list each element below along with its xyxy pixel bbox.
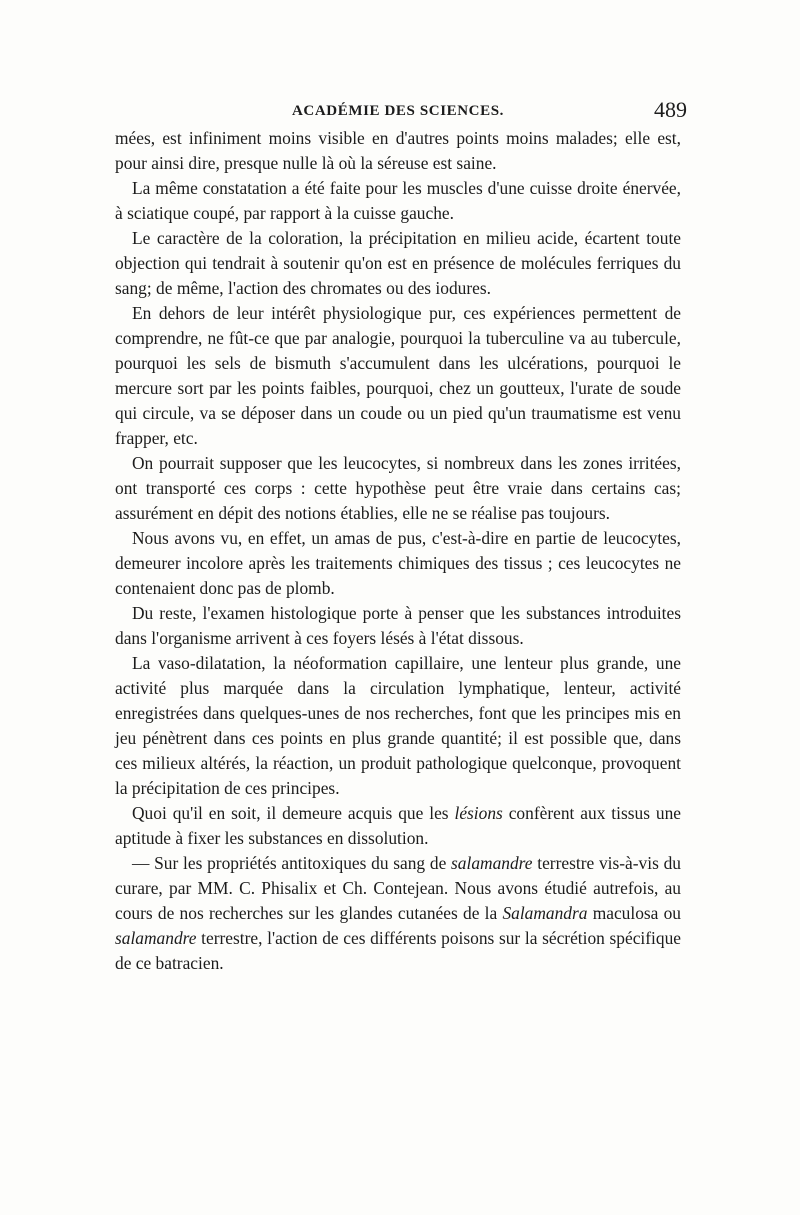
paragraph: Nous avons vu, en effet, un amas de pus, c'est-à-dire en partie de leucocytes, demeurer incolore après les traitements chimiques des tissus ; ces leucocytes ne contenaient donc pas de plomb.	[115, 528, 681, 598]
running-head: ACADÉMIE DES SCIENCES.	[292, 103, 504, 119]
paragraph: Le caractère de la coloration, la précipitation en milieu acide, écartent toute objection qui tendrait à soutenir qu'on est en présence de molécules ferriques du sang; de même, l'action des chromates ou des iodures.	[115, 228, 681, 298]
paragraph: On pourrait supposer que les leucocytes, si nombreux dans les zones irritées, ont transporté ces corps : cette hypothèse peut être vraie dans certains cas; assurément en dépit des notions établies, elle ne se réalise pas toujours.	[115, 453, 681, 523]
page-number: 489	[654, 97, 687, 122]
text-run: — Sur les propriétés antitoxiques du sang de	[132, 853, 452, 873]
paragraph	[115, 851, 681, 976]
paragraph	[115, 801, 681, 851]
paragraph: La vaso-dilatation, la néoformation capillaire, une lenteur plus grande, une activité plus marquée dans la circulation lymphatique, lenteur, activité enregistrées dans quelques-unes de nos recherches, font que les principes mis en jeu pénètrent dans ces points en plus grande quantité; il est possible que, dans ces milieux altérés, la réaction, un produit pathologique quelconque, provoquent la précipitation de ces principes.	[115, 653, 681, 798]
paragraph: Du reste, l'examen histologique porte à penser que les substances introduites dans l'organisme arrivent à ces foyers lésés à l'état dissous.	[115, 603, 681, 648]
italic-term: salamandre	[115, 928, 197, 948]
text-run: maculosa ou	[587, 903, 681, 923]
text-run: Quoi qu'il en soit, il demeure acquis que les	[132, 803, 455, 823]
italic-term: Salamandra	[502, 903, 588, 923]
page-header	[115, 97, 687, 125]
text-run: terrestre, l'action de ces différents poisons sur la sécrétion spécifique de ce batracien.	[115, 928, 681, 973]
text-run: terrestre vis-à-vis du curare, par MM. C. Phisalix et Ch. Contejean. Nous avons étudié autrefois, au cours de nos recherches sur les glandes cutanées de la	[115, 853, 681, 923]
italic-term: salamandre	[451, 853, 533, 873]
italic-term: lésions	[454, 803, 503, 823]
text-run: confèrent aux tissus une aptitude à fixer les substances en dissolution.	[115, 803, 681, 848]
body-text	[115, 126, 681, 976]
paragraph: En dehors de leur intérêt physiologique pur, ces expériences permettent de comprendre, ne fût-ce que par analogie, pourquoi la tuberculine va au tubercule, pourquoi les sels de bismuth s'accumulent dans les ulcérations, pourquoi le mercure sort par les points faibles, pourquoi, chez un goutteux, l'urate de soude qui circule, va se déposer dans un coude ou un pied qu'un traumatisme est venu frapper, etc.	[115, 303, 681, 448]
paragraph: La même constatation a été faite pour les muscles d'une cuisse droite énervée, à sciatique coupé, par rapport à la cuisse gauche.	[115, 178, 681, 223]
paragraph: mées, est infiniment moins visible en d'autres points moins malades; elle est, pour ainsi dire, presque nulle là où la séreuse est saine.	[115, 128, 681, 173]
